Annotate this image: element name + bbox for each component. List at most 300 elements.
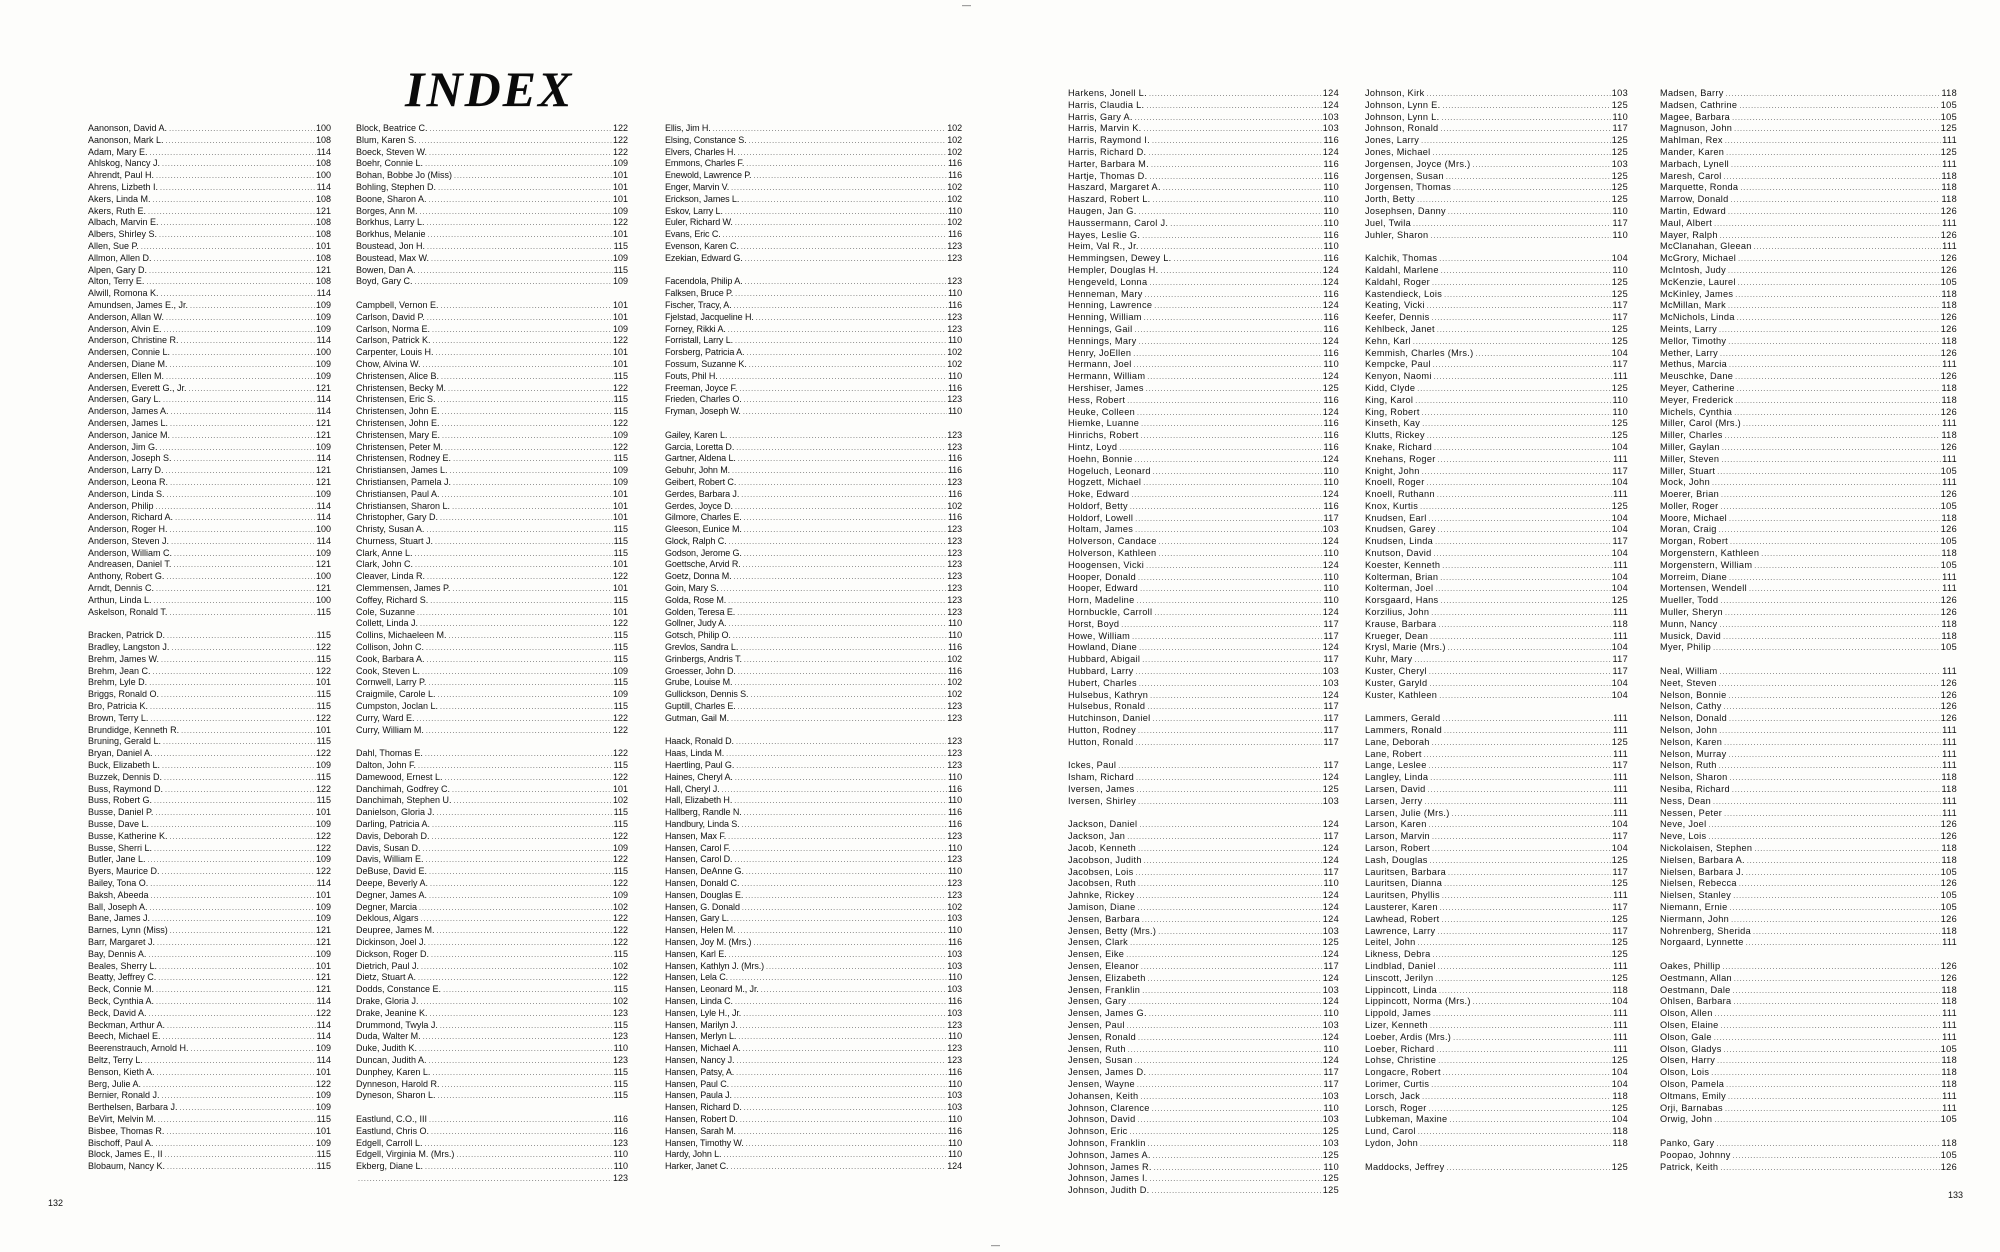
entry-name: Jackson, Daniel (1068, 819, 1138, 830)
entry-name: Johnson, Franklin (1068, 1137, 1146, 1148)
entry-name: Ahlskog, Nancy J. (88, 158, 161, 169)
dot-leader (1160, 266, 1321, 277)
index-entry (88, 772, 331, 784)
dot-leader (1139, 679, 1322, 690)
dot-leader (1444, 726, 1612, 737)
entry-name: Miller, Steven (1660, 453, 1720, 464)
entry-page: 111 (1942, 736, 1957, 747)
entry-page: 123 (947, 736, 962, 747)
index-entry (665, 1161, 962, 1173)
entry-page: 103 (947, 1090, 962, 1101)
entry-page: 117 (1612, 654, 1628, 665)
dot-leader (1138, 1033, 1322, 1044)
entry-name: Knehans, Roger (1365, 453, 1436, 464)
index-entry (356, 217, 628, 229)
index-entry (1365, 359, 1628, 371)
entry-page: 111 (1613, 807, 1628, 818)
entry-page: 124 (1322, 607, 1339, 618)
dot-leader (1719, 620, 1940, 631)
dot-leader (1433, 1009, 1612, 1020)
index-entry (1660, 1079, 1957, 1091)
dot-leader (1453, 1033, 1612, 1044)
index-entry (1068, 1055, 1339, 1067)
dot-leader (1133, 349, 1322, 360)
entry-name: Danchimah, Godfrey C. (356, 783, 451, 794)
dot-leader (1413, 337, 1611, 348)
index-entry (356, 241, 628, 253)
index-entry (356, 453, 628, 465)
entry-name: Cole, Suzanne (356, 606, 416, 617)
index-entry (88, 843, 331, 855)
index-entry (88, 253, 331, 265)
index-entry (1660, 1114, 1957, 1126)
entry-name: Brehm, Jean C. (88, 665, 151, 676)
dot-leader (420, 619, 612, 630)
entry-page: 115 (613, 453, 628, 464)
entry-name: Larsen, Jerry (1365, 795, 1423, 806)
dot-leader (423, 844, 612, 855)
entry-name: Falksen, Bruce P. (665, 288, 734, 299)
dot-leader (1135, 455, 1322, 466)
entry-page: 122 (612, 830, 628, 841)
entry-name: Johnson, Eric (1068, 1126, 1128, 1137)
dot-leader (432, 832, 612, 843)
entry-name: Duke, Judith K. (356, 1043, 418, 1054)
entry-name: Juhler, Sharon (1365, 229, 1429, 240)
entry-name: Kuster, Kathleen (1365, 689, 1438, 700)
index-entry (665, 1126, 962, 1138)
index-entry (356, 760, 628, 772)
entry-page: 110 (1323, 548, 1339, 559)
entry-name: Elsing, Constance S. (665, 134, 747, 145)
entry-name: Hansen, Carol D. (665, 854, 733, 865)
dot-leader (160, 183, 316, 194)
dot-leader (734, 855, 946, 866)
dot-leader (741, 195, 946, 206)
index-entry (88, 607, 331, 619)
entry-page: 103 (1322, 1114, 1339, 1125)
dot-leader (429, 1056, 612, 1067)
dot-leader (449, 631, 613, 642)
entry-page: 125 (1611, 1161, 1628, 1172)
index-entry (1068, 1044, 1339, 1056)
entry-name: Clark, John C. (356, 559, 414, 570)
dot-leader (170, 478, 315, 489)
entry-page: 118 (1612, 984, 1628, 995)
dot-leader (143, 1080, 315, 1091)
entry-name: Larson, Robert (1365, 843, 1430, 853)
entry-page: 122 (315, 830, 331, 841)
entry-page: 124 (1322, 1031, 1339, 1042)
index-entry (1660, 1091, 1957, 1103)
entry-page: 115 (316, 795, 331, 806)
index-entry (1660, 690, 1957, 702)
entry-name: Drake, Jeanine K. (356, 1007, 428, 1018)
index-entry (1365, 690, 1628, 702)
dot-leader (426, 726, 612, 737)
entry-page: 110 (1612, 205, 1628, 216)
index-entry (1660, 300, 1957, 312)
dot-leader (1713, 643, 1940, 654)
entry-name: Beck, Connie M. (88, 984, 155, 995)
entry-name: Drake, Gloria J. (356, 995, 419, 1006)
index-entry (356, 713, 628, 725)
entry-page: 114 (316, 535, 331, 546)
entry-name: Brehm, Lyle D. (88, 677, 148, 688)
index-entry (1365, 607, 1628, 619)
entry-page: 114 (316, 288, 331, 299)
entry-name: Hermann, William (1068, 371, 1146, 382)
index-entry (665, 583, 962, 595)
index-entry (1068, 902, 1339, 914)
dot-leader (1163, 183, 1323, 194)
index-entry (665, 548, 962, 560)
entry-name: Busse, Dave L. (88, 819, 150, 830)
entry-name: Neet, Steven (1660, 677, 1717, 688)
dot-leader (1746, 868, 1940, 879)
entry-name: Johnson, Kirk (1365, 88, 1425, 98)
entry-page: 110 (1323, 477, 1339, 488)
entry-name: Fjelstad, Jacqueline H. (665, 311, 754, 322)
dot-leader (1431, 313, 1611, 324)
entry-name: Godson, Jerome G. (665, 547, 742, 558)
dot-leader (735, 502, 946, 513)
entry-name: Lorsch, Roger (1365, 1102, 1427, 1113)
entry-page: 111 (1942, 418, 1957, 429)
dot-leader (1144, 313, 1323, 324)
dot-leader (1731, 195, 1941, 206)
dot-leader (1730, 773, 1941, 784)
entry-name: Hogeluch, Leonard (1068, 465, 1151, 476)
index-entry (1660, 135, 1957, 147)
dot-leader (1159, 537, 1322, 548)
entry-page: 122 (315, 642, 331, 653)
dot-leader (150, 148, 316, 159)
index-entry (665, 1031, 962, 1043)
entry-name: Hinrichs, Robert (1068, 430, 1139, 441)
dot-leader (150, 879, 315, 890)
entry-name: Lange, Leslee (1365, 760, 1427, 771)
entry-name: Hutchinson, Daniel (1068, 713, 1151, 724)
index-entry (356, 1031, 628, 1043)
entry-name: Hubbard, Larry (1068, 666, 1134, 677)
dot-leader (453, 478, 612, 489)
entry-name: Briggs, Ronald O. (88, 689, 160, 700)
entry-name: Hallberg, Randle N. (665, 807, 742, 818)
index-entry (356, 276, 628, 288)
dot-leader (428, 230, 612, 241)
index-entry (1068, 289, 1339, 301)
entry-page: 125 (1611, 500, 1628, 511)
index-entry (356, 1079, 628, 1091)
section-gap (1068, 808, 1339, 820)
index-entry (1365, 1044, 1628, 1056)
entry-page: 109 (315, 913, 331, 924)
index-entry (356, 666, 628, 678)
index-entry (1365, 159, 1628, 171)
entry-page: 101 (612, 347, 628, 358)
entry-page: 124 (1322, 406, 1339, 417)
dot-leader (744, 513, 947, 524)
dot-leader (428, 678, 612, 689)
entry-name: Kidd, Clyde (1365, 382, 1416, 393)
dot-leader (167, 490, 315, 501)
index-entry (1365, 1103, 1628, 1115)
entry-name: Christiansen, Paul A. (356, 488, 440, 499)
entry-name: Olson, Allen (1660, 1008, 1713, 1019)
index-entry (356, 394, 628, 406)
entry-name: Kuster, Garyld (1365, 677, 1428, 688)
dot-leader (170, 525, 315, 536)
index-entry (356, 642, 628, 654)
dot-leader (1138, 879, 1322, 890)
entry-name: Hansen, DeAnne G. (665, 866, 744, 877)
index-entry (1365, 206, 1628, 218)
dot-leader (1729, 750, 1942, 761)
dot-leader (1430, 632, 1612, 643)
index-entry (1068, 418, 1339, 430)
entry-page: 115 (613, 677, 628, 688)
entry-name: Johansen, Keith (1068, 1090, 1139, 1101)
index-entry (1660, 996, 1957, 1008)
dot-leader (1141, 962, 1323, 973)
entry-name: Bay, Dennis A. (88, 948, 147, 959)
entry-name: Hansen, Joy M. (Mrs.) (665, 936, 752, 947)
dot-leader (1723, 632, 1940, 643)
index-entry (356, 1043, 628, 1055)
entry-page: 104 (1611, 548, 1628, 559)
dot-leader (165, 1150, 316, 1161)
entry-name: Hansen, Gary L. (665, 913, 730, 924)
entry-page: 126 (1940, 713, 1957, 724)
entry-page: 122 (612, 382, 628, 393)
dot-leader (1138, 797, 1322, 808)
entry-page: 109 (612, 465, 628, 476)
dot-leader (172, 348, 315, 359)
dot-leader (1145, 290, 1323, 301)
dot-leader (1737, 313, 1940, 324)
dot-leader (743, 1044, 947, 1055)
entry-page: 123 (612, 1137, 628, 1148)
dot-leader (141, 242, 315, 253)
dot-leader (153, 195, 315, 206)
entry-page: 123 (947, 1019, 962, 1030)
index-entry (1068, 513, 1339, 525)
entry-page: 110 (947, 406, 962, 417)
entry-name: Eastlund, C.O., III (356, 1113, 428, 1124)
entry-page: 110 (1323, 595, 1339, 606)
dot-leader (440, 1021, 613, 1032)
index-entry (1365, 760, 1628, 772)
dot-leader (1441, 915, 1610, 926)
entry-name: Michels, Cynthia (1660, 406, 1733, 417)
index-entry (665, 253, 962, 265)
entry-name: Kaldahl, Roger (1365, 276, 1430, 287)
entry-page: 116 (1323, 253, 1339, 264)
index-entry (665, 559, 962, 571)
index-entry (1660, 1067, 1957, 1079)
entry-name: Ellis, Jim H. (665, 123, 711, 133)
dot-leader (740, 643, 947, 654)
dot-leader (417, 714, 612, 725)
dot-leader (742, 820, 947, 831)
entry-page: 125 (1611, 937, 1628, 948)
entry-page: 110 (1323, 571, 1339, 582)
entry-page: 110 (613, 1161, 628, 1172)
entry-name: Hansen, Max F. (665, 830, 727, 841)
entry-page: 122 (612, 854, 628, 865)
index-entry (1365, 808, 1628, 820)
index-entry (1365, 619, 1628, 631)
entry-page: 123 (947, 760, 962, 771)
dot-leader (713, 124, 947, 135)
entry-page: 125 (1322, 1185, 1339, 1196)
dot-leader (1136, 773, 1322, 784)
entry-name: Jensen, James D. (1068, 1067, 1147, 1078)
entry-page: 101 (315, 807, 331, 818)
entry-name: Andersen, Connie L. (88, 347, 171, 358)
entry-name: Maddocks, Jeffrey (1365, 1161, 1445, 1172)
dot-leader (720, 372, 947, 383)
index-entry (665, 571, 962, 583)
dot-leader (429, 195, 612, 206)
entry-name: Lauritsen, Phyllis (1365, 890, 1440, 901)
entry-name: Hartje, Thomas D. (1068, 170, 1148, 181)
dot-leader (1148, 1068, 1322, 1079)
index-entry (88, 206, 331, 218)
entry-name: Linscott, Jerilyn (1365, 972, 1434, 983)
dot-leader (1135, 113, 1322, 124)
entry-name: Dietrich, Paul J. (356, 960, 420, 971)
entry-name: Dodds, Constance E. (356, 984, 442, 995)
entry-name: Korzilius, John (1365, 607, 1430, 618)
index-entry (356, 1008, 628, 1020)
dot-leader (1146, 384, 1322, 395)
entry-name: Deupree, James M. (356, 925, 435, 936)
entry-page: 125 (1322, 784, 1339, 795)
index-entry (1660, 607, 1957, 619)
entry-page: 124 (1322, 913, 1339, 924)
entry-name: Boustead, Max W. (356, 252, 430, 263)
entry-name: Andersen, Diane M. (88, 358, 168, 369)
index-entry (88, 913, 331, 925)
entry-page: 111 (1942, 1019, 1957, 1030)
entry-name: Johnson, Judith D. (1068, 1185, 1150, 1196)
entry-page: 111 (1942, 1031, 1957, 1042)
entry-page: 118 (1941, 512, 1957, 523)
index-entry (1660, 371, 1957, 383)
entry-name: Nielsen, Rebecca (1660, 878, 1737, 889)
index-entry (665, 170, 962, 182)
index-entry (1660, 784, 1957, 796)
entry-name: Anderson, Steven J. (88, 535, 170, 546)
dot-leader (753, 171, 947, 182)
index-entry (88, 288, 331, 300)
index-entry (1660, 796, 1957, 808)
entry-name: Howland, Diane (1068, 642, 1138, 653)
index-entry (665, 1114, 962, 1126)
dot-leader (750, 690, 946, 701)
entry-page: 104 (1611, 477, 1628, 488)
dot-leader (190, 301, 315, 312)
entry-name: Hennings, Mary (1068, 335, 1137, 346)
entry-page: 115 (613, 1066, 628, 1077)
entry-name: Likness, Debra (1365, 949, 1431, 960)
dot-leader (1429, 820, 1611, 831)
entry-name: Grevlos, Sandra L. (665, 642, 739, 653)
dot-leader (1140, 584, 1322, 595)
entry-name: Hansen, Nancy J. (665, 1054, 735, 1065)
entry-name: Hansen, Karl E. (665, 948, 727, 959)
index-entry (1068, 666, 1339, 678)
dot-leader (1448, 868, 1611, 879)
index-entry (1660, 477, 1957, 489)
index-entry (1068, 890, 1339, 902)
entry-name: Hansen, Patsy, A. (665, 1066, 735, 1077)
index-entry (1068, 395, 1339, 407)
index-title: INDEX (405, 61, 574, 117)
index-entry (1365, 100, 1628, 112)
dot-leader (1427, 89, 1611, 100)
index-entry (1660, 289, 1957, 301)
index-entry (88, 784, 331, 796)
dot-leader (1150, 691, 1322, 702)
entry-page: 102 (947, 653, 962, 664)
index-entry (1068, 796, 1339, 808)
entry-page: 124 (1322, 890, 1339, 901)
entry-name: Methus, Marcia (1660, 359, 1728, 370)
entry-page: 125 (1322, 382, 1339, 393)
index-entry (1068, 1138, 1339, 1150)
entry-name: Lane, Robert (1365, 748, 1422, 759)
entry-name: Edgell, Carroll L. (356, 1137, 423, 1148)
index-entry (1365, 843, 1628, 855)
dot-leader (1150, 1174, 1322, 1185)
index-entry (88, 170, 331, 182)
dot-leader (1142, 231, 1322, 242)
dot-leader (1733, 997, 1940, 1008)
dot-leader (419, 1044, 613, 1055)
index-entry (88, 1102, 331, 1114)
entry-name: Martin, Edward (1660, 205, 1726, 216)
entry-page: 124 (1322, 1055, 1339, 1066)
index-entry (1068, 1162, 1339, 1174)
entry-name: Jackson, Jan (1068, 831, 1126, 842)
entry-name: Johnson, Clarence (1068, 1102, 1150, 1113)
index-column-4 (1068, 88, 1339, 1197)
index-entry (1660, 583, 1957, 595)
entry-page: 121 (315, 205, 331, 216)
dot-leader (749, 360, 947, 371)
entry-page: 116 (1323, 418, 1339, 429)
entry-page: 116 (1323, 394, 1339, 405)
index-entry (356, 878, 628, 890)
entry-page: 108 (315, 217, 331, 228)
dot-leader (191, 1044, 315, 1055)
index-entry (356, 1020, 628, 1032)
dot-leader (733, 631, 947, 642)
entry-name: Ness, Dean (1660, 795, 1712, 806)
index-entry (665, 442, 962, 454)
entry-page: 121 (315, 559, 331, 570)
entry-name: Knutson, David (1365, 548, 1432, 559)
entry-name: Nelson, Cathy (1660, 701, 1722, 712)
index-entry (356, 135, 628, 147)
entry-page: 126 (1940, 878, 1957, 889)
dot-leader (452, 584, 612, 595)
index-entry (1365, 642, 1628, 654)
dot-leader (170, 419, 315, 430)
